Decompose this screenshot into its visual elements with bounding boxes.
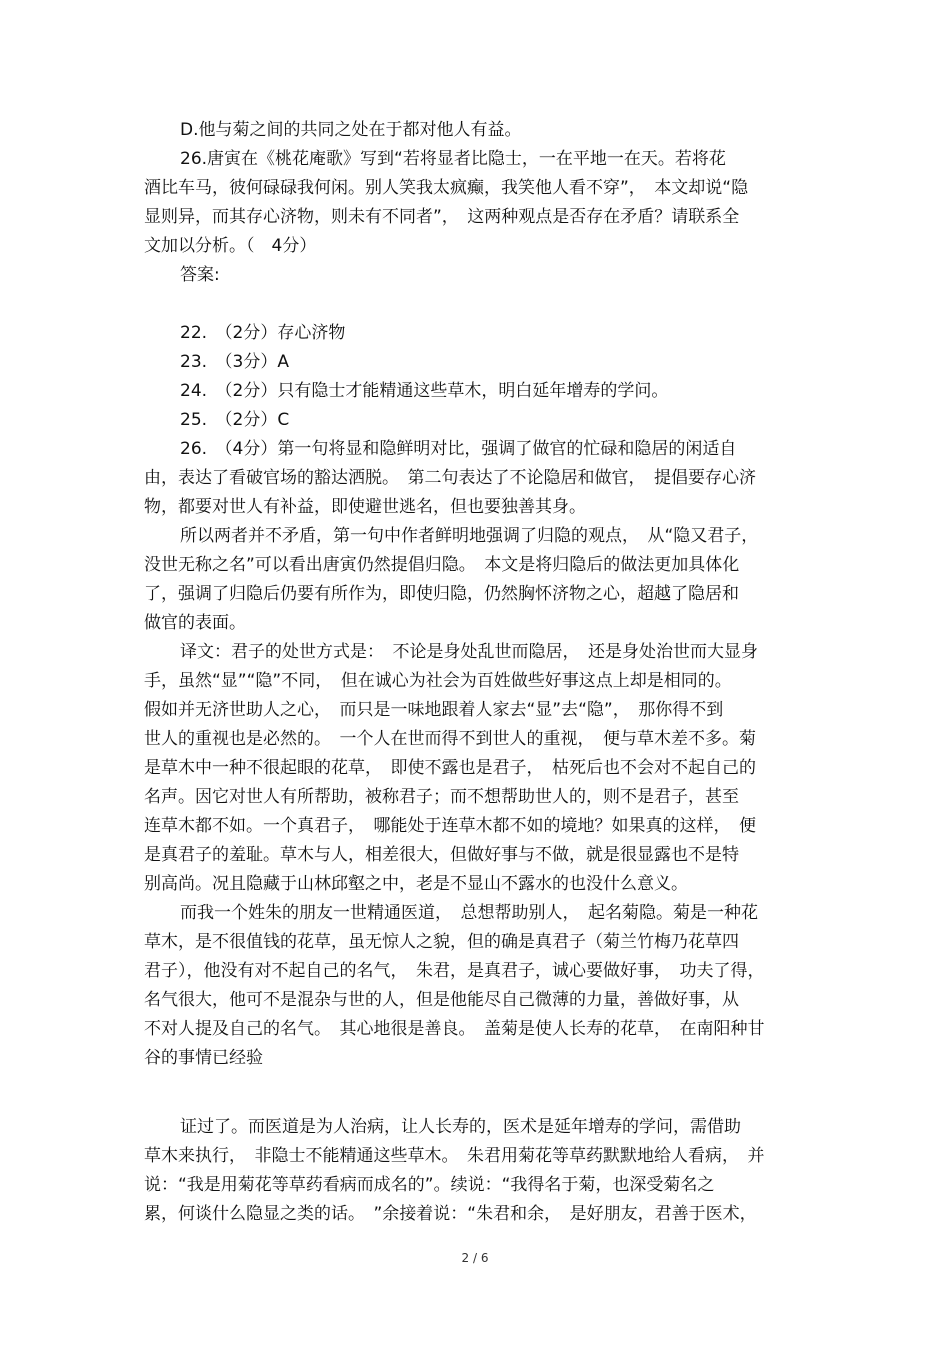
text-line: 君子），他没有对不起自己的名气， 朱君，是真君子，诚心要做好事， 功夫了得， <box>144 961 765 981</box>
text-line: 草木，是不很值钱的花草，虽无惊人之貌，但的确是真君子（菊兰竹梅乃花草四 <box>144 932 739 952</box>
text-line: 26. （4分）第一句将显和隐鲜明对比，强调了做官的忙碌和隐居的闲适自 <box>180 439 737 459</box>
text-line: 假如并无济世助人之心， 而只是一味地跟着人家去“显”去“隐”， 那你得不到 <box>144 700 724 720</box>
text-line: 手，虽然“显”“隐”不同， 但在诚心为社会为百姓做些好事这点上却是相同的。 <box>144 671 732 691</box>
text-line: 酒比车马，彼何碌碌我何闲。别人笑我太疯癫，我笑他人看不穿”， 本文却说“隐 <box>144 178 749 198</box>
text-line: 没世无称之名”可以看出唐寅仍然提倡归隐。 本文是将归隐后的做法更加具体化 <box>144 555 740 575</box>
text-line: 名声。因它对世人有所帮助，被称君子；而不想帮助世人的，则不是君子，甚至 <box>144 787 739 807</box>
text-line: 草木来执行， 非隐士不能精通这些草木。 朱君用菊花等草药默默地给人看病， 并 <box>144 1146 765 1166</box>
text-line: 答案: <box>180 265 220 285</box>
text-line: 文加以分析。（ 4分） <box>144 236 317 256</box>
text-line: 物，都要对世人有补益，即使避世逃名，但也要独善其身。 <box>144 497 586 517</box>
text-line: 而我一个姓朱的朋友一世精通医道， 总想帮助别人， 起名菊隐。菊是一种花 <box>180 903 758 923</box>
text-line: 26.唐寅在《桃花庵歌》写到“若将显者比隐士，一在平地一在天。若将花 <box>180 149 726 169</box>
blank-line <box>144 1073 806 1113</box>
text-line: 是真君子的羞耻。草木与人，相差很大，但做好事与不做，就是很显露也不是特 <box>144 845 739 865</box>
text-line: 名气很大，他可不是混杂与世的人，但是他能尽自己微薄的力量，善做好事，从 <box>144 990 739 1010</box>
text-line: 所以两者并不矛盾，第一句中作者鲜明地强调了归隐的观点， 从“隐又君子， <box>180 526 759 546</box>
text-line: 23. （3分）A <box>180 352 289 372</box>
page-number: 2 / 6 <box>461 1251 489 1265</box>
text-line: 说：“我是用菊花等草药看病而成名的”。续说：“我得名于菊，也深受菊名之 <box>144 1175 715 1195</box>
text-line: 世人的重视也是必然的。 一个人在世而得不到世人的重视， 便与草木差不多。菊 <box>144 729 756 749</box>
text-line: 做官的表面。 <box>144 613 246 633</box>
text-line: 24. （2分）只有隐士才能精通这些草木，明白延年增寿的学问。 <box>180 381 669 401</box>
text-line: 22. （2分）存心济物 <box>180 323 346 343</box>
text-line: D.他与菊之间的共同之处在于都对他人有益。 <box>180 120 522 140</box>
blank-line <box>144 290 806 319</box>
text-line: 证过了。而医道是为人治病，让人长寿的，医术是延年增寿的学问，需借助 <box>180 1117 741 1137</box>
text-line: 谷的事情已经验 <box>144 1048 263 1068</box>
text-line: 不对人提及自己的名气。 其心地很是善良。 盖菊是使人长寿的花草， 在南阳种甘 <box>144 1019 765 1039</box>
text-line: 连草木都不如。一个真君子， 哪能处于连草木都不如的境地？如果真的这样， 便 <box>144 816 756 836</box>
text-line: 显则异，而其存心济物，则未有不同者”， 这两种观点是否存在矛盾？请联系全 <box>144 207 740 227</box>
text-line: 由，表达了看破官场的豁达洒脱。 第二句表达了不论隐居和做官， 提倡要存心济 <box>144 468 756 488</box>
text-line: 译文：君子的处世方式是： 不论是身处乱世而隐居， 还是身处治世而大显身 <box>180 642 758 662</box>
text-line: 是草木中一种不很起眼的花草， 即使不露也是君子， 枯死后也不会对不起自己的 <box>144 758 756 778</box>
text-line: 25. （2分）C <box>180 410 290 430</box>
text-line: 了，强调了归隐后仍要有所作为，即使归隐，仍然胸怀济物之心，超越了隐居和 <box>144 584 739 604</box>
document-body <box>144 116 806 1229</box>
text-line: 别高尚。况且隐藏于山林邱壑之中，老是不显山不露水的也没什么意义。 <box>144 874 688 894</box>
text-line: 累，何谈什么隐显之类的话。 ”余接着说：“朱君和余， 是好朋友，君善于医术， <box>144 1204 757 1224</box>
